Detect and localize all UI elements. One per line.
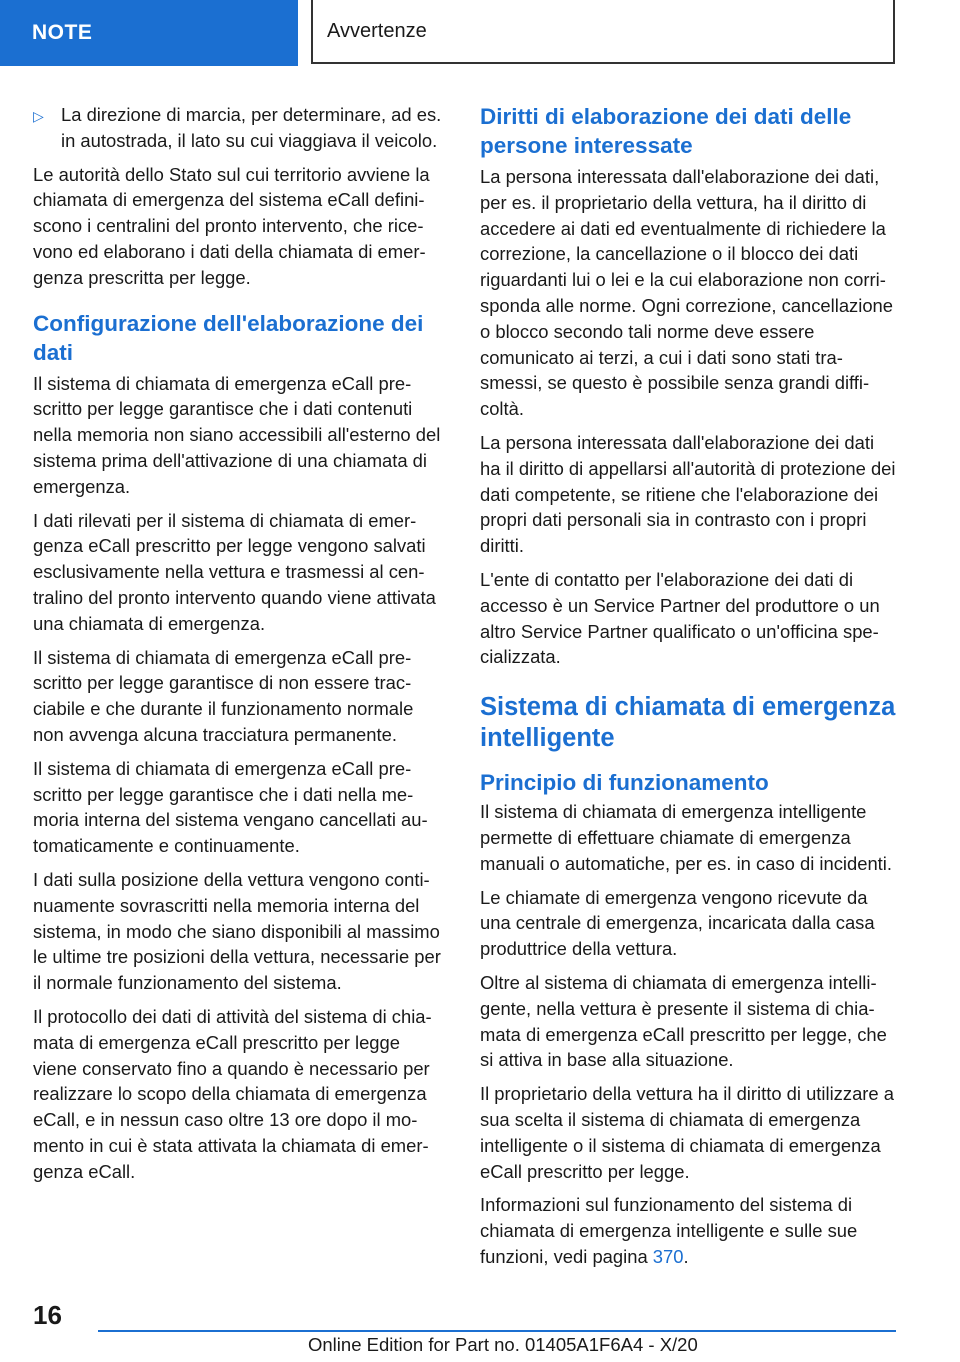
paragraph-end: .: [683, 1245, 689, 1267]
paragraph: I dati rilevati per il sistema di chiamata di emergenza eCall prescritto per legge vengono salvati esclusivamente nella vettura e trasmessi al centralino del pronto intervento quando viene attivata una chiamata di emergenza.: [33, 509, 436, 634]
section-heading: Diritti di elaborazione dei dati delle persone interessate: [480, 104, 852, 158]
subsection-heading: Principio di funzionamento: [480, 770, 769, 796]
left-column: [33, 102, 447, 1192]
paragraph: Il proprietario della vettura ha il diritto di utilizzare a sua scelta il sistema di chiamata di emergenza intelligente o il sistema di chiamata di emergenza eCall prescritto per legge.: [480, 1083, 894, 1182]
paragraph: Le chiamate di emergenza vengono ricevute da una centrale di emergenza, incaricata dalla casa produttrice della vettura.: [480, 886, 875, 960]
triangle-right-icon: ▷: [33, 108, 44, 124]
paragraph: Il sistema di chiamata di emergenza intelligente permette di effettuare chiamate di emergenza manuali o automatiche, per es. in caso di incidenti.: [480, 801, 892, 874]
footer-edition: Online Edition for Part no. 01405A1F6A4 - X/20: [308, 1334, 698, 1355]
paragraph: Le autorità dello Stato sul cui territorio avviene la chiamata di emergenza del sistema eCall definiscono i centralini del pronto intervento, che ricevono ed elaborano i dati della chiamata di emergenza prescritta per legge.: [33, 163, 430, 288]
footer-divider: [98, 1330, 896, 1332]
page-number: 16: [33, 1300, 62, 1330]
section-tab-note: [0, 0, 298, 66]
paragraph: I dati sulla posizione della vettura vengono continuamente sovrascritti nella memoria interna del sistema, in modo che siano disponibili al massimo le ultime tre posizioni della vettura, necessarie per il normale funzionamento del sistema.: [33, 868, 441, 994]
paragraph: L'ente di contatto per l'elaborazione dei dati di accesso è un Service Partner del produttore o un altro Service Partner qualificato o un'officina specializzata.: [480, 568, 880, 668]
bullet-text: La direzione di marcia, per determinare, ad es. in autostrada, il lato su cui viaggiava il veicolo.: [61, 104, 442, 151]
right-column: [480, 102, 896, 1278]
chapter-header: [311, 0, 895, 64]
chapter-title: Avvertenze: [327, 19, 427, 42]
paragraph: Il sistema di chiamata di emergenza eCall prescritto per legge garantisce che i dati nella memoria interna del sistema vengano cancellati automaticamente e continuamente.: [33, 757, 428, 857]
paragraph: [480, 1192, 896, 1269]
paragraph: La persona interessata dall'elaborazione dei dati ha il diritto di appellarsi all'autorità di protezione dei dati competente, se ritiene che l'elaborazione dei propri dati personali sia in contrasto con i propri diritti.: [480, 431, 896, 557]
section-tab-label: NOTE: [32, 21, 93, 44]
page-reference-link[interactable]: 370: [652, 1245, 684, 1267]
paragraph: Oltre al sistema di chiamata di emergenza intelligente, nella vettura è presente il sistema di chiamata di emergenza eCall prescritto per legge, che si attiva in base alla situazione.: [480, 971, 887, 1071]
paragraph: La persona interessata dall'elaborazione dei dati, per es. il proprietario della vettura, ha il diritto di accedere ai dati ed eventualmente di richiedere la correzione, la cancellazione o il blocco dei dati riguardanti lui o lei e la cui elaborazione non corrisponda alle norme. Ogni correzione, cancellazione o blocco secondo tali norme deve essere comunicato ai terzi, a cui i dati sono stati trasmessi, se questo è possibile senza grandi difficoltà.: [480, 166, 894, 420]
paragraph-text: Informazioni sul funzionamento del sistema di chiamata di emergenza intelligente e sulle sue funzioni, vedi pagina: [480, 1194, 858, 1267]
paragraph: Il sistema di chiamata di emergenza eCall prescritto per legge garantisce che i dati contenuti nella memoria non siano accessibili all'esterno del sistema prima dell'attivazione di una chiamata di emergenza.: [33, 372, 441, 497]
paragraph: Il protocollo dei dati di attività del sistema di chiamata di emergenza eCall prescritto per legge viene conservato fino a quando è necessario per realizzare lo scopo della chiamata di emergenza eCall, e in nessun caso oltre 13 ore dopo il momento in cui è stata attivata la chiamata di emergenza eCall.: [33, 1005, 432, 1182]
paragraph: Il sistema di chiamata di emergenza eCall prescritto per legge garantisce di non essere tracciabile e che durante il funzionamento normale non avvenga alcuna tracciatura permanente.: [33, 646, 414, 745]
section-heading: Configurazione dell'elaborazione dei dati: [33, 310, 424, 365]
list-item: [33, 102, 447, 154]
chapter-heading: Sistema di chiamata di emergenza intelligente: [480, 693, 896, 753]
